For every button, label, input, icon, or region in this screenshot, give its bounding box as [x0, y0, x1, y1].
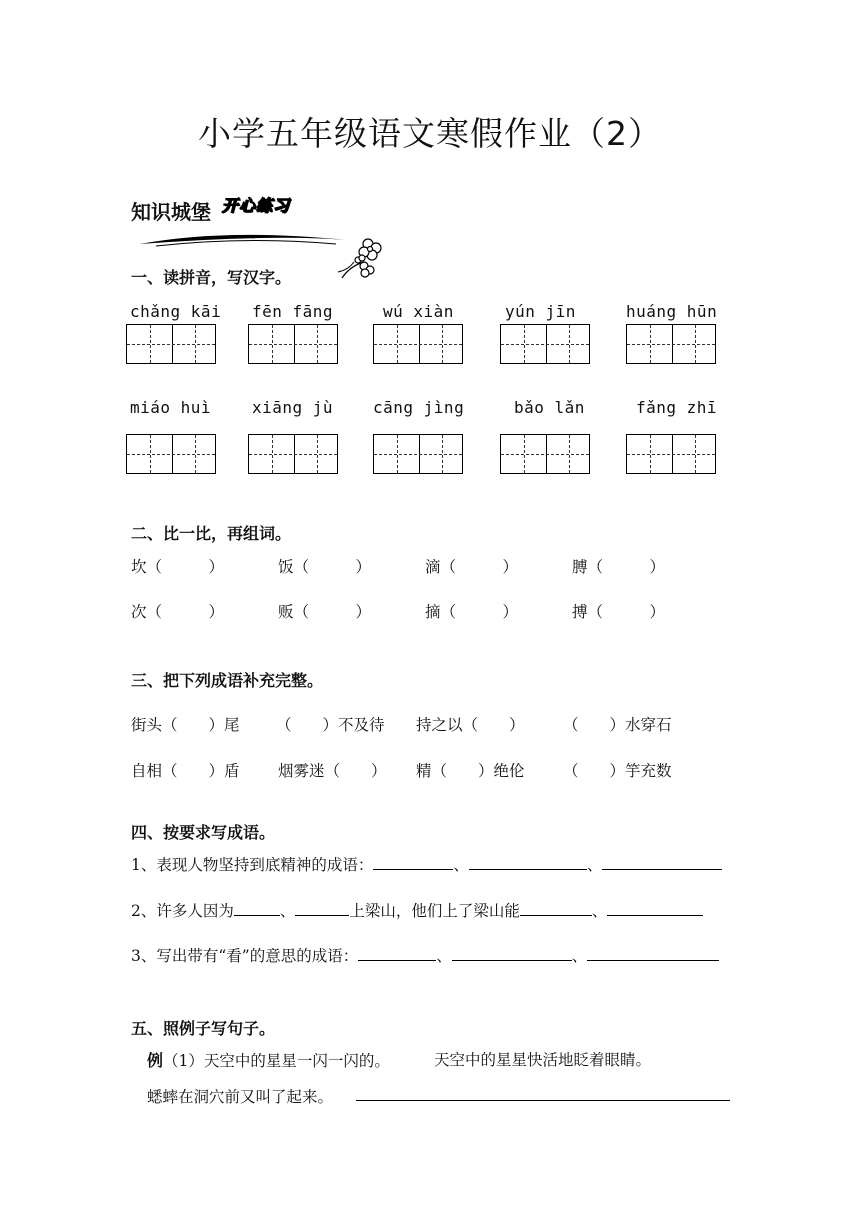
pinyin-label: bǎo lǎn — [514, 398, 585, 417]
banner-subtitle: 开心练习 — [222, 196, 291, 215]
grid-line — [501, 454, 589, 455]
answer-blank[interactable] — [587, 946, 719, 961]
separator: 、 — [453, 856, 469, 874]
compare-item: 滴（ ） — [425, 558, 519, 576]
idiom-item: 街头（ ）尾 — [131, 716, 240, 734]
grid-line — [249, 344, 337, 345]
compare-item: 坎（ ） — [131, 558, 225, 576]
question-1-prompt: 1、表现人物坚持到底精神的成语： — [131, 856, 374, 874]
answer-blank[interactable] — [469, 855, 587, 870]
section4-heading: 四、按要求写成语。 — [131, 823, 276, 842]
answer-blank[interactable] — [373, 855, 453, 870]
pinyin-label: chǎng kāi — [130, 302, 222, 321]
compare-item: 贩（ ） — [278, 603, 372, 621]
question-1 — [131, 853, 722, 875]
pinyin-label: fēn fāng — [252, 302, 334, 321]
pinyin-label: fǎng zhī — [636, 398, 718, 417]
example-result: 天空中的星星快活地眨着眼睛。 — [434, 1051, 652, 1069]
question-3 — [131, 944, 719, 966]
answer-blank[interactable] — [602, 855, 722, 870]
question-2-middle: 上梁山，他们上了梁山能 — [349, 902, 520, 920]
answer-blank[interactable] — [452, 946, 572, 961]
idiom-item: （ ）水穿石 — [563, 716, 672, 734]
answer-blank[interactable] — [520, 901, 592, 916]
writing-box[interactable] — [126, 324, 216, 364]
writing-box[interactable] — [248, 324, 338, 364]
task-answer-line[interactable] — [356, 1100, 730, 1101]
grid-line — [627, 344, 715, 345]
writing-box[interactable] — [248, 434, 338, 474]
separator: 、 — [591, 902, 608, 920]
idiom-item: 精（ ）绝伦 — [416, 762, 525, 780]
question-2 — [131, 899, 703, 921]
writing-box[interactable] — [626, 324, 716, 364]
idiom-item: （ ）竽充数 — [563, 762, 672, 780]
question-3-prompt: 3、写出带有“看”的意思的成语： — [131, 947, 359, 965]
idiom-item: 自相（ ）盾 — [131, 762, 240, 780]
compare-item: 搏（ ） — [572, 603, 666, 621]
writing-box[interactable] — [626, 434, 716, 474]
example-label: 例 — [147, 1051, 164, 1070]
section1-heading: 一、读拼音，写汉字。 — [131, 268, 292, 287]
separator: 、 — [279, 902, 296, 920]
pinyin-label: huáng hūn — [626, 302, 718, 321]
section5-heading: 五、照例子写句子。 — [131, 1019, 276, 1038]
grid-line — [127, 344, 215, 345]
answer-blank[interactable] — [607, 901, 703, 916]
task-sentence: 蟋蟀在洞穴前又叫了起来。 — [147, 1088, 334, 1106]
answer-blank[interactable] — [295, 901, 349, 916]
compare-item: 饭（ ） — [278, 558, 372, 576]
example-line — [147, 1048, 390, 1071]
grid-line — [627, 454, 715, 455]
example-sentence: （1）天空中的星星一闪一闪的。 — [163, 1052, 390, 1070]
idiom-item: 烟雾迷（ ） — [278, 762, 387, 780]
answer-blank[interactable] — [234, 901, 280, 916]
banner-title: 知识城堡 — [131, 200, 211, 224]
pinyin-label: cāng jìng — [373, 398, 465, 417]
grid-line — [127, 454, 215, 455]
idiom-item: 持之以（ ） — [416, 716, 525, 734]
compare-item: 次（ ） — [131, 603, 225, 621]
pinyin-label: yún jīn — [505, 302, 576, 321]
writing-box[interactable] — [373, 324, 463, 364]
writing-box[interactable] — [373, 434, 463, 474]
answer-blank[interactable] — [358, 946, 436, 961]
writing-box[interactable] — [126, 434, 216, 474]
section3-heading: 三、把下列成语补充完整。 — [131, 671, 324, 690]
grid-line — [249, 454, 337, 455]
grid-line — [501, 344, 589, 345]
pinyin-label: miáo huì — [130, 398, 212, 417]
idiom-item: （ ）不及待 — [276, 716, 385, 734]
pinyin-label: xiāng jù — [252, 398, 334, 417]
writing-box[interactable] — [500, 324, 590, 364]
grid-line — [374, 344, 462, 345]
separator: 、 — [571, 947, 588, 965]
separator: 、 — [586, 856, 603, 874]
compare-item: 膊（ ） — [572, 558, 666, 576]
pinyin-label: wú xiàn — [383, 302, 454, 321]
separator: 、 — [436, 947, 452, 965]
page-title: 小学五年级语文寒假作业（2） — [198, 114, 662, 153]
section2-heading: 二、比一比，再组词。 — [131, 524, 292, 543]
grid-line — [374, 454, 462, 455]
question-2-prompt: 2、许多人因为 — [131, 902, 234, 920]
writing-box[interactable] — [500, 434, 590, 474]
compare-item: 摘（ ） — [425, 603, 519, 621]
